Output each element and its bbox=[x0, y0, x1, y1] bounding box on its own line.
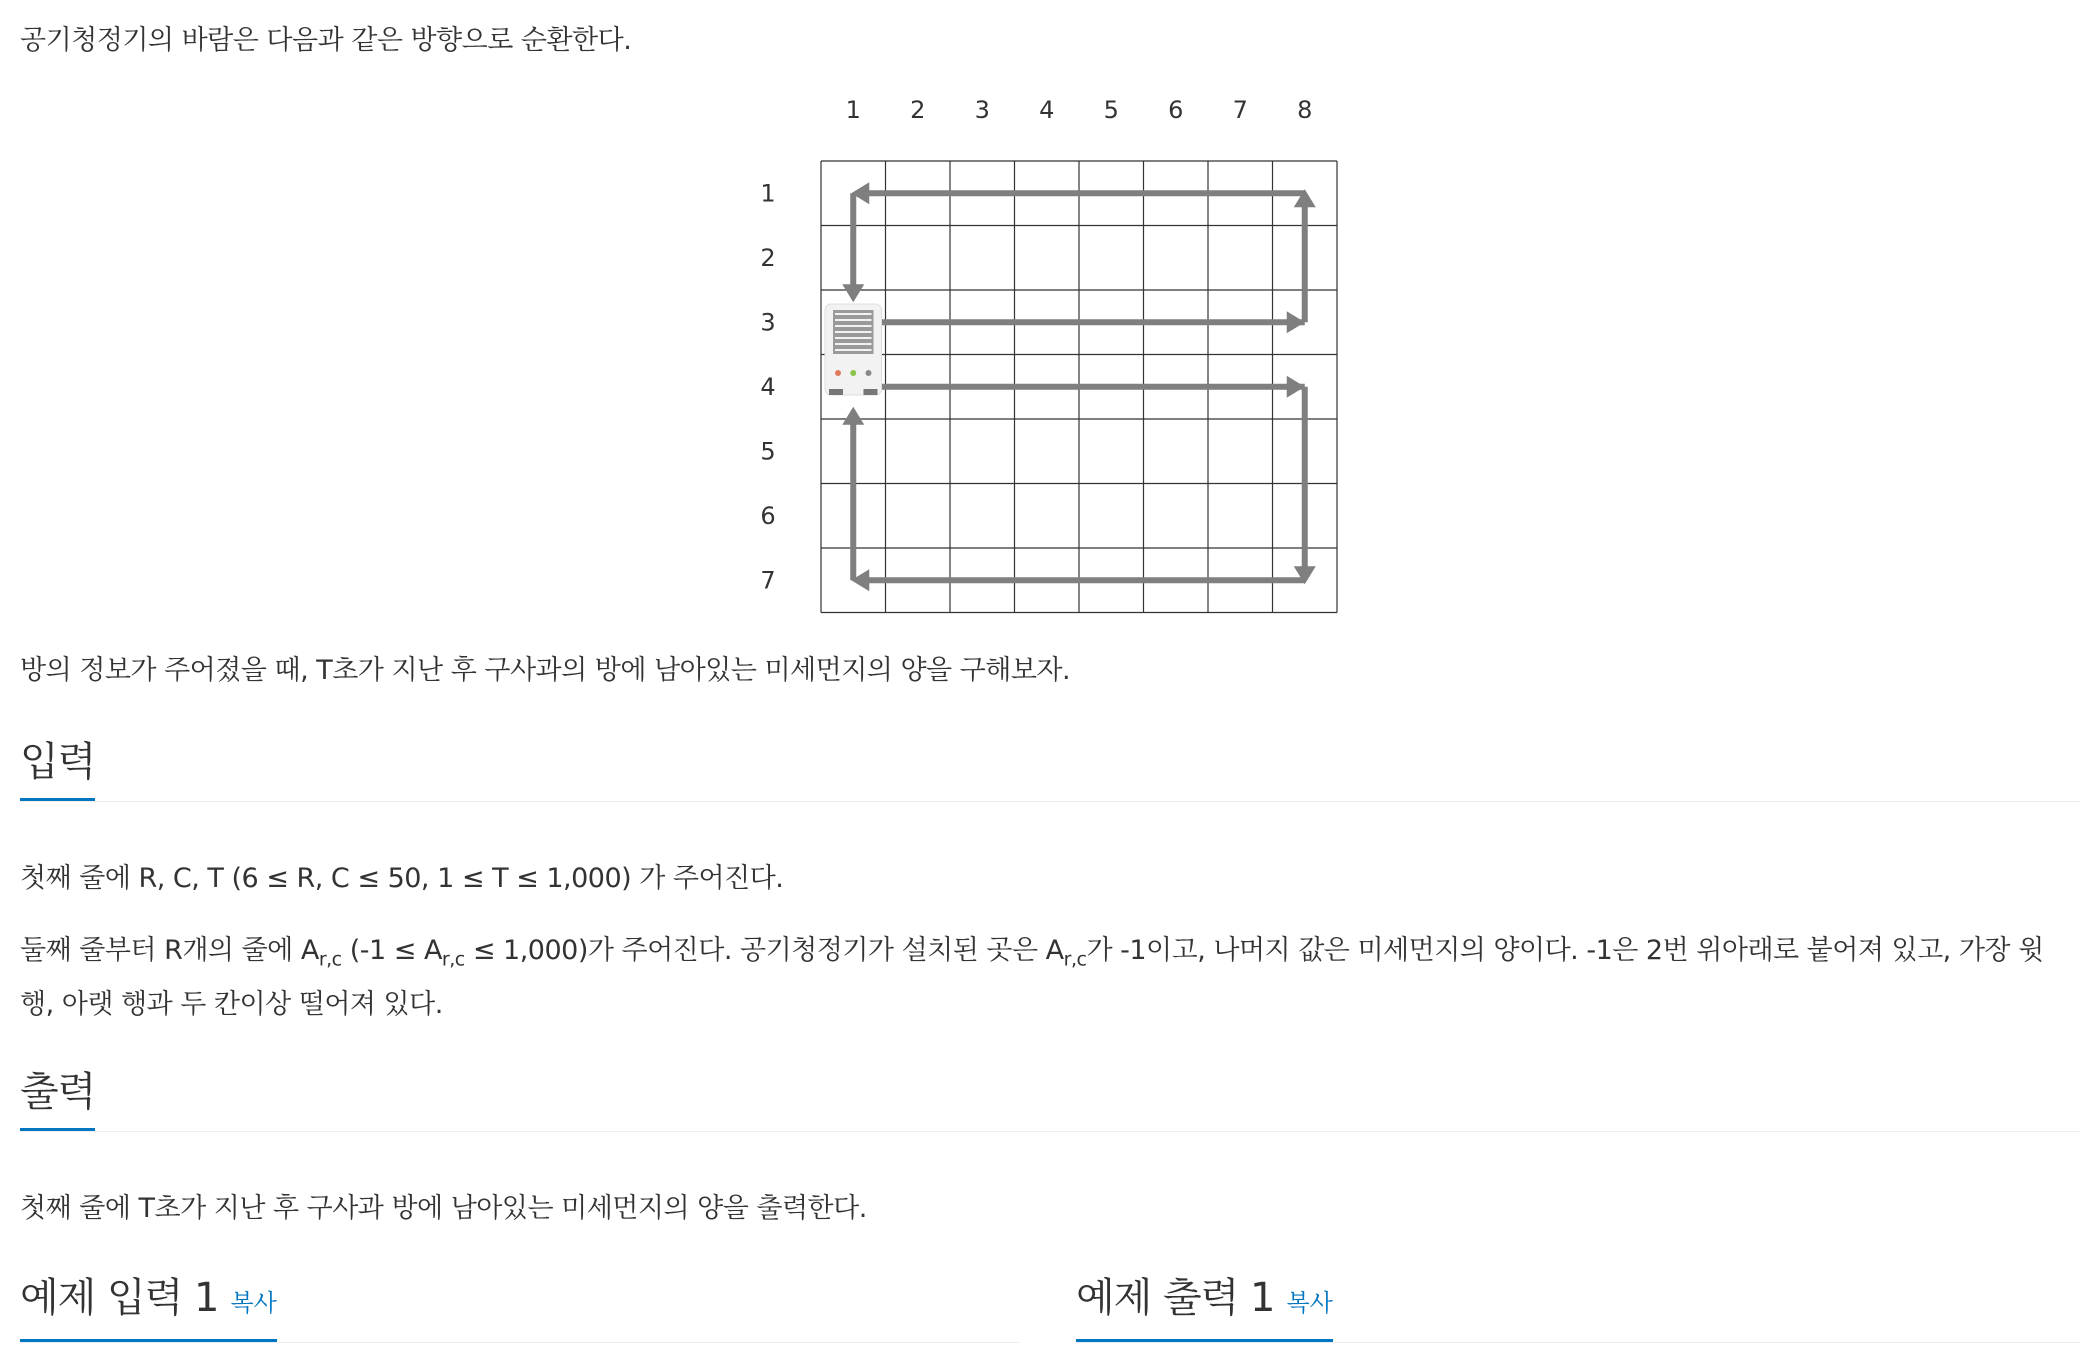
row-label: 7 bbox=[760, 566, 776, 595]
row-label: 3 bbox=[760, 308, 776, 337]
output-section-header bbox=[20, 1064, 2080, 1132]
input-section-header bbox=[20, 734, 2080, 802]
col-label: 5 bbox=[1103, 96, 1119, 124]
row-label: 2 bbox=[760, 243, 776, 272]
indicator-light-green bbox=[850, 370, 856, 376]
col-label: 3 bbox=[974, 96, 990, 124]
purifier-foot bbox=[864, 389, 878, 395]
output-title: 출력 bbox=[20, 1064, 95, 1131]
purifier-foot bbox=[829, 389, 843, 395]
indicator-light-gray bbox=[866, 370, 872, 376]
problem-question: 방의 정보가 주어졌을 때, T초가 지난 후 구사과의 방에 남아있는 미세먼지의 양을 구해보자. bbox=[20, 655, 1071, 686]
output-description: 첫째 줄에 T초가 지난 후 구사과 방에 남아있는 미세먼지의 양을 출력한다. bbox=[20, 1193, 867, 1224]
row-label: 6 bbox=[760, 501, 776, 530]
col-label: 4 bbox=[1039, 96, 1055, 124]
input-description-1: 첫째 줄에 R, C, T (6 ≤ R, C ≤ 50, 1 ≤ T ≤ 1,000) 가 주어진다. bbox=[20, 863, 784, 894]
air-flow-diagram bbox=[740, 86, 1360, 626]
col-label: 7 bbox=[1232, 96, 1248, 124]
copy-output-button[interactable]: 복사 bbox=[1286, 1289, 1333, 1317]
arrow-head-down bbox=[842, 284, 864, 302]
example-output-title: 예제 출력 1 bbox=[1076, 1275, 1275, 1321]
col-label: 8 bbox=[1297, 96, 1313, 124]
example-output-header bbox=[1076, 1270, 2080, 1343]
copy-input-button[interactable]: 복사 bbox=[230, 1289, 277, 1317]
example-input-header bbox=[20, 1270, 1020, 1343]
intro-text: 공기청정기의 바람은 다음과 같은 방향으로 순환한다. bbox=[20, 25, 632, 56]
row-label: 5 bbox=[760, 437, 776, 466]
col-label: 2 bbox=[910, 96, 926, 124]
col-label: 1 bbox=[845, 96, 861, 124]
row-label: 1 bbox=[760, 179, 776, 208]
input-title: 입력 bbox=[20, 734, 95, 801]
air-purifier-figure bbox=[740, 86, 1360, 626]
example-input-title: 예제 입력 1 bbox=[20, 1275, 219, 1321]
row-label: 4 bbox=[760, 372, 776, 401]
col-label: 6 bbox=[1168, 96, 1184, 124]
arrow-head-up bbox=[842, 407, 864, 425]
input-description-2: 둘째 줄부터 R개의 줄에 $A_{r,c}$ $(-1 \le A_{r,c} \le 1,000)$가 주어진다. 공기청정기가 설치된 곳은 $A_{r,c}$가 -1이고, 나머지 값은 미세먼지의 양이다. -1은 2번 위아래로 붙어져 있고, 가장 윗 행, 아랫 행과 두 칸이상 떨어져 있다. bbox=[20, 935, 2044, 1020]
indicator-light-red bbox=[835, 370, 841, 376]
